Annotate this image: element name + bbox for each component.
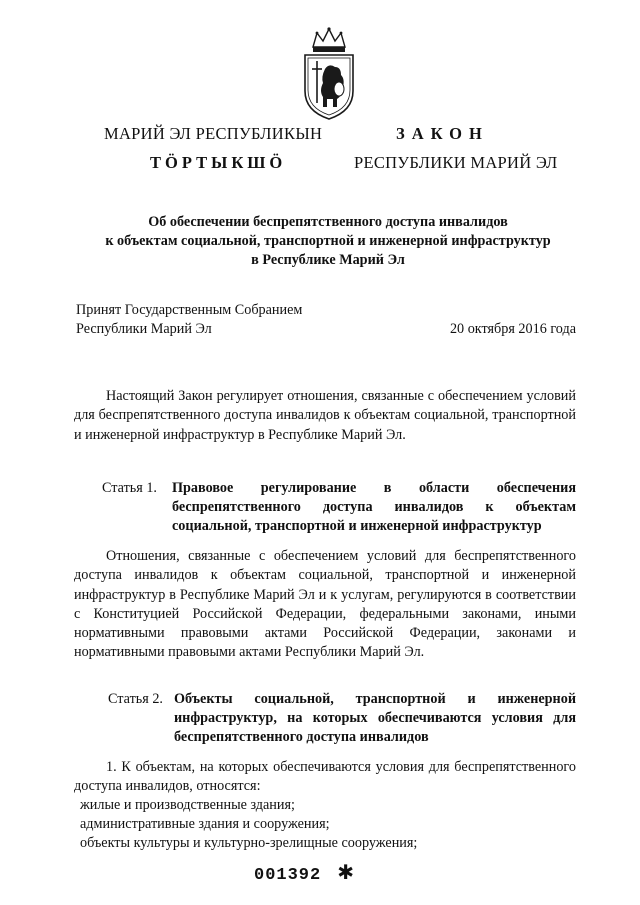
law-title-line: в Республике Марий Эл [251,252,405,268]
adopted-by-line: Принят Государственным Собранием [76,302,303,318]
list-item: административные здания и сооружения; [80,816,330,832]
republic-name-russian: РЕСПУБЛИКИ МАРИЙ ЭЛ [354,153,558,172]
article-title: Правовое регулирование в области обеспечения беспрепятственного доступа инвалидов к объектам социальной, транспортной и инженерной инфраструктур [172,480,576,534]
law-title-line: к объектам социальной, транспортной и инженерной инфраструктур [105,233,551,249]
article-number: Статья 2. [108,691,163,707]
law-title-line: Об обеспечении беспрепятственного доступа инвалидов [148,214,508,230]
serial-number: 001392 [254,866,322,885]
adopted-by-line: Республики Марий Эл [76,321,212,337]
law-word-mari: ТӦРТЫКШӦ [150,153,287,172]
law-word-russian: ЗАКОН [396,124,489,143]
article-2-heading [108,690,576,747]
article-title: Объекты социальной, транспортной и инженерной инфраструктур, на которых обеспечиваются условия для беспрепятственного доступа инвалидов [174,691,576,745]
asterisk-mark-icon: ✱ [337,860,355,884]
article-1-text: Отношения, связанные с обеспечением условий для беспрепятственного доступа инвалидов к объектам социальной, транспортной и инженерной инфраструктур в Республике Марий Эл и к услугам, регулируются в соответствии с Конституцией Российской Федерации, федеральными законами, иными нормативными правовыми актами Российской Федерации, законами и нормативными правовыми актами Республики Марий Эл. [74,548,576,661]
list-item: объекты культуры и культурно-зрелищные сооружения; [80,835,418,851]
intro-paragraph: Настоящий Закон регулирует отношения, связанные с обеспечением условий для беспрепятственного доступа инвалидов к объектам социальной, транспортной и инженерной инфраструктур в Республике Марий Эл. [74,388,576,443]
article-number: Статья 1. [102,480,157,496]
list-item: жилые и производственные здания; [80,797,295,813]
article-2-point-1: 1. К объектам, на которых обеспечиваются условия для беспрепятственного доступа инвалидов, относятся: [74,759,576,794]
adoption-block [76,301,576,339]
republic-name-mari: МАРИЙ ЭЛ РЕСПУБЛИКЫН [104,124,323,143]
article-2-text [74,758,576,853]
law-title [60,213,596,270]
article-1-heading [102,479,576,536]
adoption-date: 20 октября 2016 года [449,321,576,337]
mari-el-coat-of-arms-icon [299,25,359,121]
document-serial [254,860,355,885]
